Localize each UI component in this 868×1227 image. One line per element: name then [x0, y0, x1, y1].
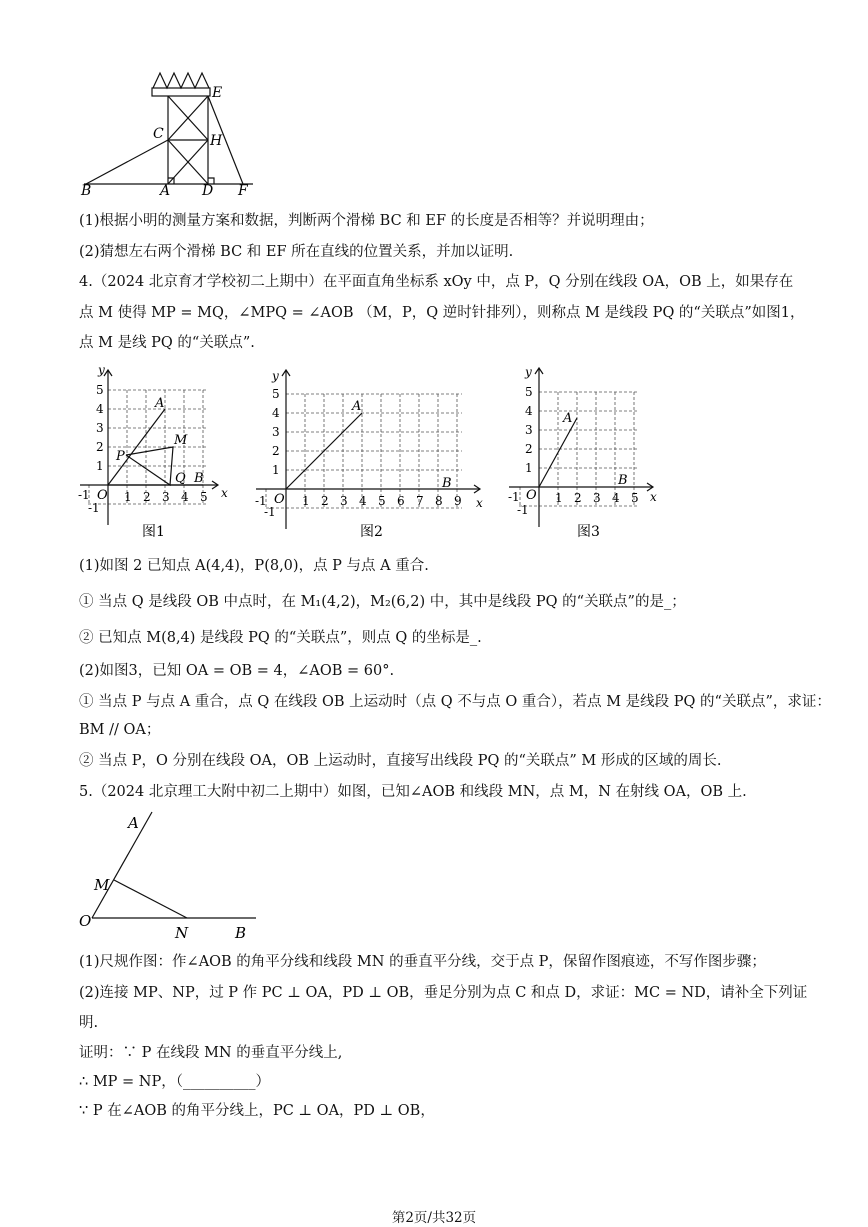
figure-label: M — [94, 876, 110, 894]
label-A: A — [160, 183, 171, 196]
q4-part2-item1-b: BM // OA； — [79, 722, 161, 738]
figure-label: O — [79, 912, 92, 930]
figure-label: -1 — [78, 488, 90, 502]
q3-part2: (2)猜想左右两个滑梯 BC 和 EF 所在直线的位置关系，并加以证明. — [79, 244, 514, 260]
figure-label: 2 — [525, 442, 533, 456]
q4-part2-item2: ② 当点 P，O 分别在线段 OA，OB 上运动时，直接写出线段 PQ 的“关联点” M 形成的区域的周长. — [79, 753, 722, 769]
q3-part1: (1)根据小明的测量方案和数据，判断两个滑梯 BC 和 EF 的长度是否相等？并说明理由； — [79, 213, 654, 229]
figure-label: 5 — [631, 491, 639, 505]
label-C: C — [153, 126, 164, 142]
q5-part2: (2)连接 MP、NP，过 P 作 PC ⊥ OA，PD ⊥ OB，垂足分别为点 C 和点 D，求证：MC = ND，请补全下列证 — [79, 985, 808, 1001]
figure-label: O — [526, 488, 537, 503]
tower-slide-figure — [78, 68, 258, 196]
page-footer: 第2页/共32页 — [391, 1210, 477, 1226]
angle-figure — [78, 808, 268, 943]
q4-part1-item1: ① 当点 Q 是线段 OB 中点时，在 M₁(4,2)，M₂(6,2) 中，其中是线段 PQ 的“关联点”的是_； — [79, 594, 686, 610]
q5-proof-line1: 证明：∵ P 在线段 MN 的垂直平分线上, — [79, 1045, 343, 1061]
figure-label: N — [175, 924, 189, 942]
figure-label: 3 — [272, 425, 280, 439]
figure-label: y — [272, 369, 279, 383]
figure-label: 5 — [378, 494, 386, 508]
q4-stem-line3: 点 M 是线 PQ 的“关联点”. — [79, 335, 255, 351]
q4-part1-item2: ② 已知点 M(8,4) 是线段 PQ 的“关联点”，则点 Q 的坐标是_. — [79, 630, 482, 646]
q5-part1: (1)尺规作图：作∠AOB 的角平分线和线段 MN 的垂直平分线，交于点 P，保留作图痕迹，不写作图步骤； — [79, 954, 766, 970]
figure-label: A — [155, 396, 165, 411]
figure-label: 4 — [181, 490, 189, 504]
figure-label: Q — [175, 471, 186, 486]
figure-label: A — [352, 399, 362, 414]
q5-stem: 5.（2024 北京理工大附中初二上期中）如图，已知∠AOB 和线段 MN，点 M，N 在射线 OA，OB 上. — [79, 784, 747, 800]
figure-label: 4 — [272, 406, 280, 420]
figure-label: -1 — [508, 490, 520, 504]
figure-label: O — [274, 492, 285, 507]
figure-label: 3 — [525, 423, 533, 437]
q4-stem-line2: 点 M 使得 MP = MQ，∠MPQ = ∠AOB （M，P，Q 逆时针排列），则称点 M 是线段 PQ 的“关联点”如图1， — [79, 305, 805, 321]
figure-label: 4 — [525, 404, 533, 418]
figure-label: -1 — [88, 501, 100, 515]
figure-label: 2 — [272, 444, 280, 458]
figure-label: 3 — [340, 494, 348, 508]
figure-3-caption: 图3 — [577, 524, 600, 540]
figure-label: 1 — [96, 459, 104, 473]
q5-proof-line2: ∴ MP = NP，（__________） — [79, 1074, 270, 1090]
figure-label: 2 — [574, 491, 582, 505]
figure-1 — [78, 360, 238, 540]
y-axis-label: y — [98, 363, 105, 377]
figure-label: 9 — [454, 494, 462, 508]
figure-label: 1 — [124, 490, 132, 504]
label-B: B — [81, 183, 92, 196]
x-axis-label: x — [221, 486, 228, 500]
figure-label: 3 — [162, 490, 170, 504]
figure-label: A — [128, 814, 139, 832]
figure-label: y — [525, 365, 532, 379]
label-F: F — [238, 183, 248, 196]
q4-part2: (2)如图3，已知 OA = OB = 4，∠AOB = 60°. — [79, 663, 395, 679]
figure-label: 4 — [612, 491, 620, 505]
figure-label: 2 — [321, 494, 329, 508]
figure-label: -1 — [264, 505, 276, 519]
figure-label: B — [618, 473, 628, 488]
figure-label: x — [476, 496, 483, 510]
figure-label: x — [650, 490, 657, 504]
figure-label: 4 — [359, 494, 367, 508]
figure-2 — [252, 364, 492, 544]
figure-label: 5 — [525, 385, 533, 399]
figure-1-caption: 图1 — [142, 524, 165, 540]
label-H: H — [210, 133, 223, 149]
figure-label: 1 — [272, 463, 280, 477]
figure-label: 6 — [397, 494, 405, 508]
figure-3 — [505, 362, 665, 542]
figure-label: 3 — [96, 421, 104, 435]
figure-label: M — [174, 433, 188, 448]
figure-label: 5 — [96, 383, 104, 397]
q4-part1: (1)如图 2 已知点 A(4,4)，P(8,0)，点 P 与点 A 重合. — [79, 558, 429, 574]
figure-label: B — [442, 476, 452, 491]
figure-label: 1 — [525, 461, 533, 475]
figure-label: -1 — [255, 494, 267, 508]
figure-label: 2 — [96, 440, 104, 454]
figure-label: 1 — [555, 491, 563, 505]
figure-label: 4 — [96, 402, 104, 416]
figure-label: 2 — [143, 490, 151, 504]
q4-stem-line1: 4.（2024 北京育才学校初二上期中）在平面直角坐标系 xOy 中，点 P，Q 分别在线段 OA，OB 上，如果存在 — [79, 274, 794, 290]
figure-label: O — [97, 488, 108, 503]
figure-label: -1 — [517, 503, 529, 517]
figure-2-caption: 图2 — [360, 524, 383, 540]
figure-label: 1 — [302, 494, 310, 508]
q4-part2-item1: ① 当点 P 与点 A 重合，点 Q 在线段 OB 上运动时（点 Q 不与点 O 重合），若点 M 是线段 PQ 的“关联点”，求证： — [79, 694, 831, 710]
label-D: D — [202, 183, 214, 196]
figure-label: P — [116, 449, 125, 464]
figure-label: 7 — [416, 494, 424, 508]
figure-label: 8 — [435, 494, 443, 508]
figure-label: A — [563, 411, 573, 426]
figure-label: B — [194, 471, 204, 486]
figure-label: 3 — [593, 491, 601, 505]
figure-label: 5 — [272, 387, 280, 401]
label-E: E — [212, 85, 223, 101]
q5-proof-line3: ∵ P 在∠AOB 的角平分线上，PC ⊥ OA，PD ⊥ OB， — [79, 1103, 435, 1119]
figure-label: 5 — [200, 490, 208, 504]
q5-part2-b: 明. — [79, 1015, 99, 1031]
figure-label: B — [235, 924, 247, 942]
